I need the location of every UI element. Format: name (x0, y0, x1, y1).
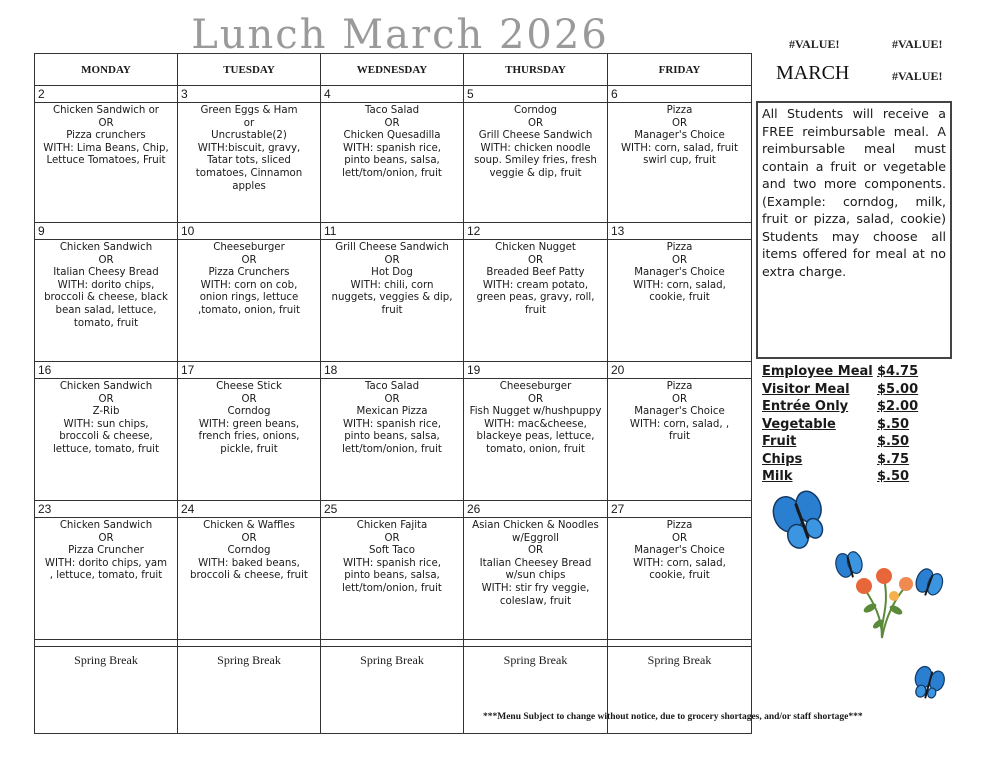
day-number: 25 (321, 501, 463, 518)
price-row (762, 399, 962, 417)
day-cell (35, 86, 178, 223)
price-value: $4.75 (877, 364, 919, 379)
day-menu: Chicken Sandwich OR Z-Rib WITH: sun chips, broccoli & cheese, lettuce, tomato, fruit (52, 381, 160, 455)
day-menu: Asian Chicken & Noodles w/Eggroll OR Italian Cheesey Bread w/sun chips WITH: stir fry veggie, coleslaw, fruit (472, 520, 599, 607)
butterfly-small-icon (912, 665, 946, 703)
day-menu: Cheeseburger OR Fish Nugget w/hushpuppy WITH: mac&cheese, blackeye peas, lettuce, tomato, onion, fruit (469, 381, 602, 455)
spring-break-label: Spring Break (217, 653, 281, 667)
day-menu: Cheese Stick OR Corndog WITH: green beans, french fries, onions, pickle, fruit (198, 381, 300, 455)
day-number: 24 (178, 501, 320, 518)
day-menu: Pizza OR Manager's Choice WITH: corn, salad, cookie, fruit (633, 242, 726, 304)
month-label: MARCH (776, 62, 850, 84)
week-row (35, 86, 752, 223)
day-menu: Taco Salad OR Chicken Quesadilla WITH: spanish rice, pinto beans, salsa, lett/tom/onion, fruit (342, 105, 442, 179)
day-number: 26 (464, 501, 607, 518)
price-row (762, 382, 962, 400)
day-cell (35, 223, 178, 362)
price-label: Entrée Only (762, 399, 849, 414)
spring-break-cell (178, 647, 321, 734)
day-number: 9 (35, 223, 177, 240)
day-number: 27 (608, 501, 751, 518)
price-value: $.75 (877, 451, 910, 467)
day-cell (35, 362, 178, 501)
spring-break-label: Spring Break (360, 653, 424, 667)
weekday-header: FRIDAY (608, 54, 752, 86)
day-number: 18 (321, 362, 463, 379)
day-number: 16 (35, 362, 177, 379)
spring-break-cell (35, 647, 178, 734)
day-menu: Chicken Sandwich or OR Pizza crunchers WITH: Lima Beans, Chip, Lettuce Tomatoes, Fruit (43, 105, 169, 167)
day-menu: Chicken Sandwich OR Pizza Cruncher WITH: dorito chips, yam , lettuce, tomato, fruit (44, 520, 168, 582)
day-cell (321, 362, 464, 501)
price-value: $5.00 (877, 381, 919, 397)
weekday-header: THURSDAY (464, 54, 608, 86)
day-cell (608, 362, 752, 501)
price-value: $2.00 (877, 399, 919, 414)
day-number: 2 (35, 86, 177, 103)
price-value: $.50 (877, 416, 910, 432)
day-cell (464, 223, 608, 362)
day-number: 19 (464, 362, 607, 379)
spring-break-label: Spring Break (74, 653, 138, 667)
day-number: 6 (608, 86, 751, 103)
day-cell (178, 362, 321, 501)
day-cell (464, 86, 608, 223)
day-cell (321, 501, 464, 640)
day-cell (608, 86, 752, 223)
day-number: 11 (321, 223, 463, 240)
price-value: $.50 (877, 469, 910, 484)
week-row (35, 223, 752, 362)
weekday-header: TUESDAY (178, 54, 321, 86)
day-cell (464, 501, 608, 640)
day-menu: Pizza OR Manager's Choice WITH: corn, salad, , fruit (629, 381, 730, 443)
day-menu: Taco Salad OR Mexican Pizza WITH: spanish rice, pinto beans, salsa, lett/tom/onion, fruit (342, 381, 442, 455)
price-label: Employee Meal (762, 364, 873, 379)
flower-bouquet-icon (834, 548, 944, 640)
price-label: Vegetable (762, 416, 836, 432)
day-menu: Cheeseburger OR Pizza Crunchers WITH: corn on cob, onion rings, lettuce ,tomato, onion, fruit (197, 242, 301, 316)
reimbursable-meal-note: All Students will receive a FREE reimbursable meal. A reimbursable meal must contain a fruit or vegetable and two more components. (Example: corndog, milk, fruit or pizza, salad, cookie) Students may choose all items offered for meal at no extra charge. (756, 101, 952, 359)
menu-disclaimer: ***Menu Subject to change without notice, due to grocery shortages, and/or staff shortage*** (483, 712, 863, 722)
header-value-1: #VALUE! (789, 37, 840, 51)
day-number: 5 (464, 86, 607, 103)
week-row (35, 501, 752, 640)
day-menu: Chicken & Waffles OR Corndog WITH: baked beans, broccoli & cheese, fruit (190, 520, 308, 582)
day-menu: Grill Cheese Sandwich OR Hot Dog WITH: chili, corn nuggets, veggies & dip, fruit (331, 242, 453, 316)
day-cell (321, 223, 464, 362)
spring-break-cell (321, 647, 464, 734)
day-menu: Chicken Nugget OR Breaded Beef Patty WITH: cream potato, green peas, gravy, roll, fruit (476, 242, 595, 316)
weekday-header: WEDNESDAY (321, 54, 464, 86)
header-value-3: #VALUE! (892, 69, 943, 83)
page-title: Lunch March 2026 (191, 12, 609, 58)
spring-break-label: Spring Break (647, 653, 712, 667)
butterfly-icon (772, 488, 832, 554)
price-list (762, 364, 962, 487)
weekday-header-row (35, 54, 752, 86)
price-row (762, 364, 962, 382)
day-number: 17 (178, 362, 320, 379)
price-label: Milk (762, 469, 793, 484)
day-menu: Corndog OR Grill Cheese Sandwich WITH: chicken noodle soup. Smiley fries, fresh veggie & dip, fruit (474, 105, 597, 179)
price-row (762, 469, 962, 487)
day-cell (178, 501, 321, 640)
day-number: 3 (178, 86, 320, 103)
price-label: Visitor Meal (762, 381, 850, 397)
day-number: 23 (35, 501, 177, 518)
day-menu: Pizza OR Manager's Choice WITH: corn, salad, fruit swirl cup, fruit (620, 105, 739, 167)
price-row (762, 417, 962, 435)
day-cell (608, 223, 752, 362)
price-label: Chips (762, 451, 803, 467)
day-cell (464, 362, 608, 501)
price-row (762, 434, 962, 452)
price-value: $.50 (877, 434, 910, 449)
day-cell (178, 223, 321, 362)
week-row (35, 362, 752, 501)
day-number: 4 (321, 86, 463, 103)
day-number: 13 (608, 223, 751, 240)
day-cell (321, 86, 464, 223)
price-label: Fruit (762, 434, 797, 449)
day-number: 20 (608, 362, 751, 379)
day-number: 10 (178, 223, 320, 240)
day-cell (35, 501, 178, 640)
day-menu: Chicken Fajita OR Soft Taco WITH: spanish rice, pinto beans, salsa, lett/tom/onion, fruit (342, 520, 442, 594)
day-menu: Green Eggs & Ham or Uncrustable(2) WITH:biscuit, gravy, Tatar tots, sliced tomatoes, Cinnamon apples (195, 105, 303, 192)
lunch-calendar (34, 53, 752, 734)
spacer-row (35, 640, 752, 647)
day-menu: Pizza OR Manager's Choice WITH: corn, salad, cookie, fruit (633, 520, 726, 582)
day-cell (178, 86, 321, 223)
spring-break-label: Spring Break (503, 653, 568, 667)
price-row (762, 452, 962, 470)
day-cell (608, 501, 752, 640)
day-menu: Chicken Sandwich OR Italian Cheesy Bread WITH: dorito chips, broccoli & cheese, black bean salad, lettuce, tomato, fruit (44, 242, 168, 329)
day-number: 12 (464, 223, 607, 240)
weekday-header: MONDAY (35, 54, 178, 86)
header-value-2: #VALUE! (892, 37, 943, 51)
